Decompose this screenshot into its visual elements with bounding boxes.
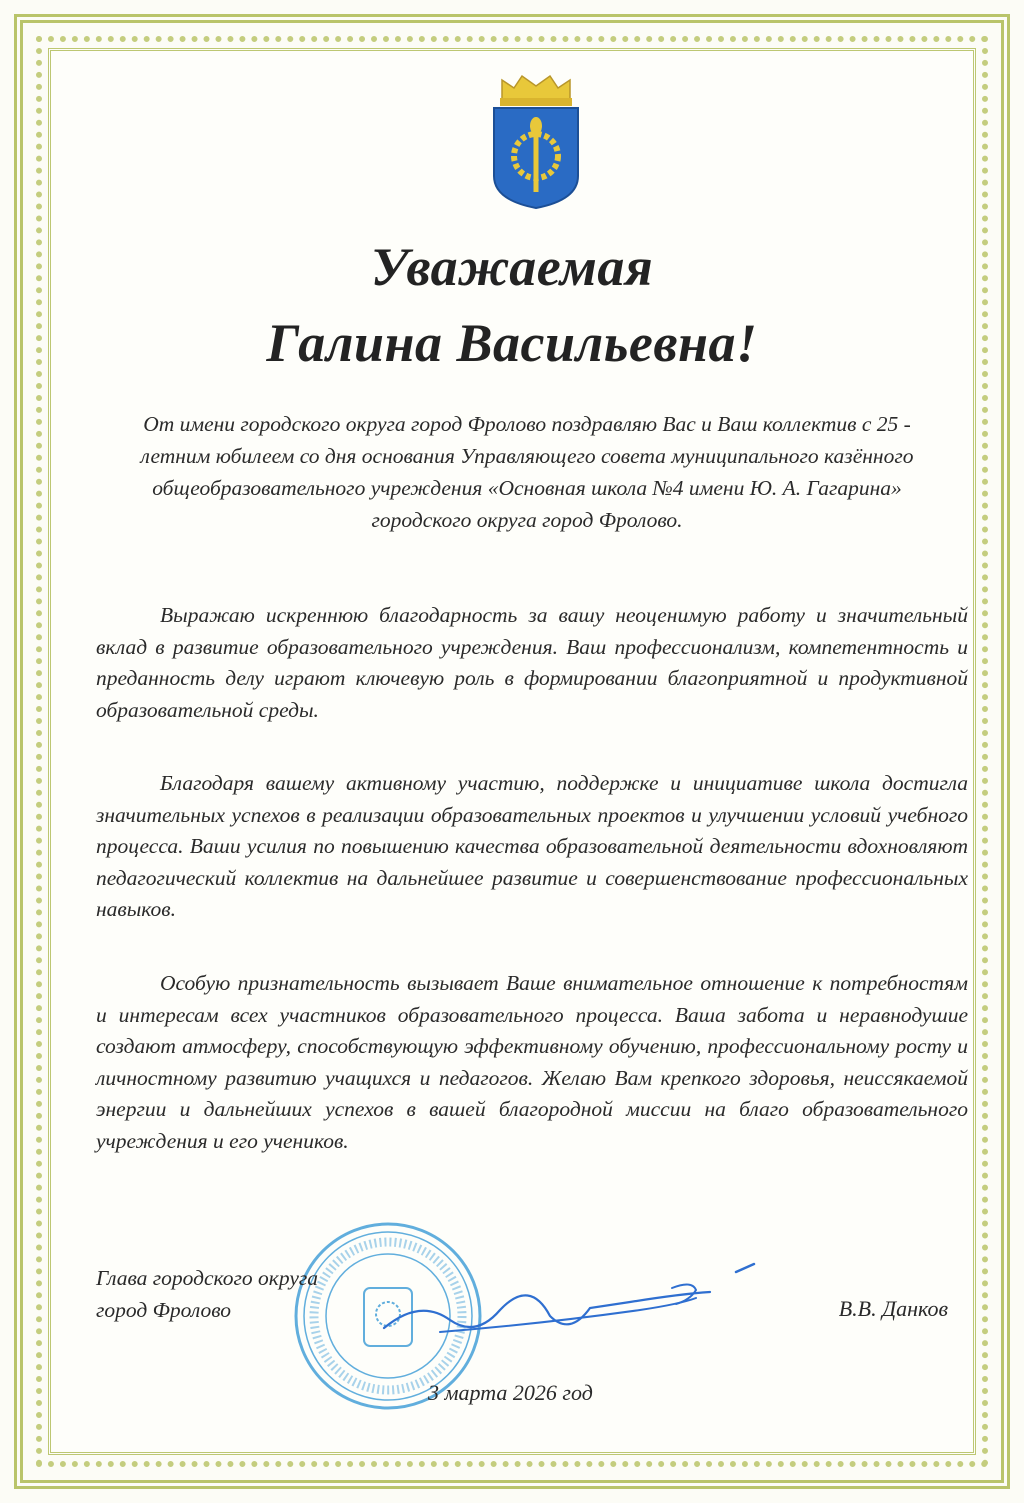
signatory-title [96,1262,318,1326]
signatory-name: В.В. Данков [838,1296,948,1321]
document-date: 3 марта 2026 год [428,1380,593,1405]
intro-paragraph: От имени городского округа город Фролово поздравляю Вас и Ваш коллектив с 25 - летним юбилеем со дня основания Управляющего совета муниципального казённого общеобразовательного учреждения «Основная школа №4 имени Ю. А. Гагарина» городского округа город Фролово. [140,412,914,532]
city-coat-of-arms-icon [488,72,584,212]
signatory-title-line-2: город Фролово [96,1298,232,1322]
body-paragraph-1: Выражаю искреннюю благодарность за вашу неоценимую работу и значительный вклад в развитие образовательного учреждения. Ваш профессионализм, компетентность и преданность делу играют ключевую роль в формировании благоприятной и продуктивной образовательной среды. [96,603,968,722]
signatory-title-line-1: Глава городского округа [96,1266,319,1290]
greeting-line-1: Уважаемая [370,237,654,297]
body-paragraph-3: Особую признательность вызывает Ваше внимательное отношение к потребностям и интересам всех участников образовательного процесса. Ваша забота и неравнодушие создают атмосферу, способствующую эффективному обучению, профессиональному росту и личностному развитию учащихся и педагогов. Желаю Вам крепкого здоровья, неиссякаемой энергии и дальнейших успехов в вашей благородной миссии на благо образовательного учреждения и его учеников. [96,971,968,1153]
greeting-line-2: Галина Васильевна! [266,313,758,373]
handwritten-signature [380,1258,770,1348]
body-paragraph-2: Благодаря вашему активному участию, поддержке и инициативе школа достигла значительных успехов в реализации образовательных проектов и улучшении условий учебного процесса. Ваши усилия по повышению качества образовательной деятельности вдохновляют педагогический коллектив на дальнейшее развитие и совершенствование профессиональных навыков. [96,771,968,921]
